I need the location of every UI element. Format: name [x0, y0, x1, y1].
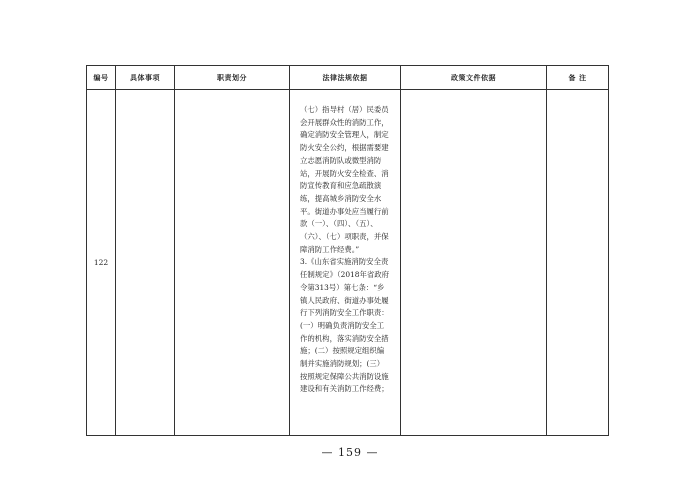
header-policy: 政策文件依据: [401, 66, 547, 90]
cell-item: [116, 90, 175, 436]
policy-table: [86, 65, 609, 436]
header-number: 编号: [87, 66, 116, 90]
header-law: 法律法规依据: [290, 66, 401, 90]
cell-law: [290, 90, 401, 436]
cell-remark: [547, 90, 609, 436]
page-number: — 159 —: [321, 446, 379, 459]
cell-number: 122: [87, 90, 116, 436]
header-duty: 职责划分: [175, 66, 290, 90]
table-row: [87, 90, 609, 436]
cell-policy: [401, 90, 547, 436]
header-item: 具体事项: [116, 66, 175, 90]
cell-duty: [175, 90, 290, 436]
table-header-row: [87, 66, 609, 90]
header-remark: 备 注: [547, 66, 609, 90]
law-text: （七）指导村（居）民委员 会开展群众性的消防工作， 确定消防安全管理人，制定 防火安全公约，根据需要建 立志愿消防队或微型消防 站，开展防火安全检查、消 防宣传教育和应急疏散演 练，提高城乡消防安全水 平。街道办事处应当履行前 款（一）、（四）、（五）、 （六）、（七）项职责，并保 障消防工作经费。” 3.《山东省实施消防安全责 任制规定》（2018年省政府 令第313号）第七条：“乡 镇人民政府、街道办事处履 行下列消防安全工作职责： (一）明确负责消防安全工 作的机构，落实消防安全措 施；(二）按照规定组织编 制并实施消防规划；(三） 按照规定保障公共消防设施 建设和有关消防工作经费；: [300, 105, 390, 394]
